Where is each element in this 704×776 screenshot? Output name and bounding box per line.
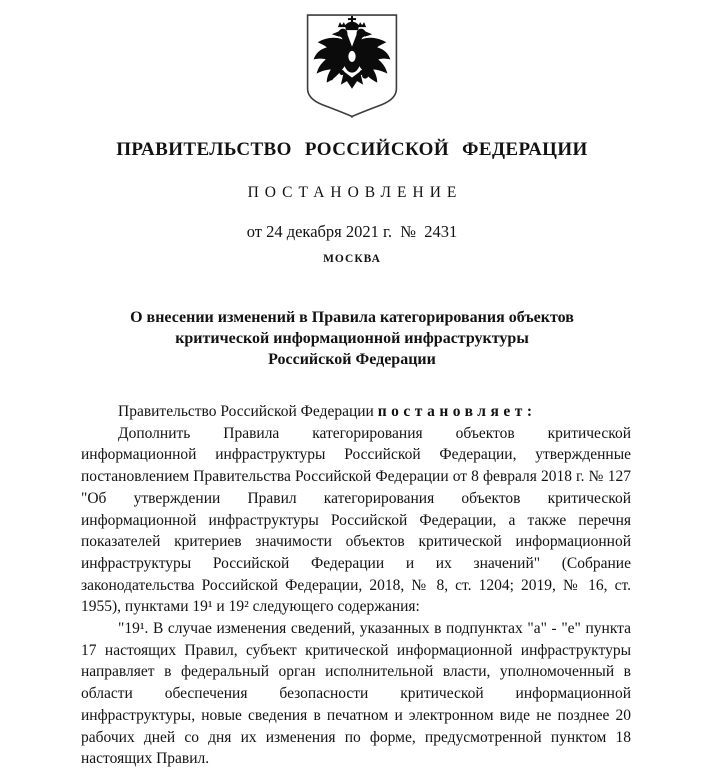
issuing-authority-title: ПРАВИТЕЛЬСТВО РОССИЙСКОЙ ФЕДЕРАЦИИ: [116, 139, 588, 160]
city-label: МОСКВА: [323, 253, 381, 265]
document-title-line-1: О внесении изменений в Правила категорирования объектов: [130, 309, 574, 326]
resolution-clause-emphasis: постановляет:: [377, 403, 537, 420]
paragraph-resolution-clause: [81, 401, 631, 423]
paragraph-point-19-1: "19¹. В случае изменения сведений, указанных в подпунктах "а" - "е" пункта 17 настоящих Правил, субъект критической информационной инфраструктуры направляет в федеральный орган исполнительной власти, уполномоченный в области обеспечения безопасности критической информационной инфраструктуры, новые сведения в печатном и электронном виде не позднее 20 рабочих дней со дня их изменения по форме, предусмотренной пунктом 18 настоящих Правил.: [81, 620, 631, 768]
document-type-label: ПОСТАНОВЛЕНИЕ: [247, 184, 463, 201]
document-title-line-3: Российской Федерации: [268, 351, 436, 368]
russia-coat-of-arms-icon: [304, 12, 401, 119]
document-body: [81, 401, 631, 770]
document-title-line-2: критической информационной инфраструктуры: [175, 330, 529, 347]
date-and-number-line: от 24 декабря 2021 г. № 2431: [246, 222, 458, 241]
paragraph-amendment: Дополнить Правила категорирования объектов критической информационной инфраструктуры Российской Федерации, утвержденные постановлением Правительства Российской Федерации от 8 февраля 2018 г. № 127 "Об утверждении Правил категорирования объектов критической информационной инфраструктуры Российской Федерации, а также перечня показателей критериев значимости объектов критической информационной инфраструктуры Российской Федерации и их значений" (Собрание законодательства Российской Федерации, 2018, № 8, ст. 1204; 2019, № 16, ст. 1955), пунктами 19¹ и 19² следующего содержания:: [81, 424, 631, 616]
document-title: [77, 307, 627, 370]
resolution-clause-lead: Правительство Российской Федерации: [118, 403, 378, 420]
